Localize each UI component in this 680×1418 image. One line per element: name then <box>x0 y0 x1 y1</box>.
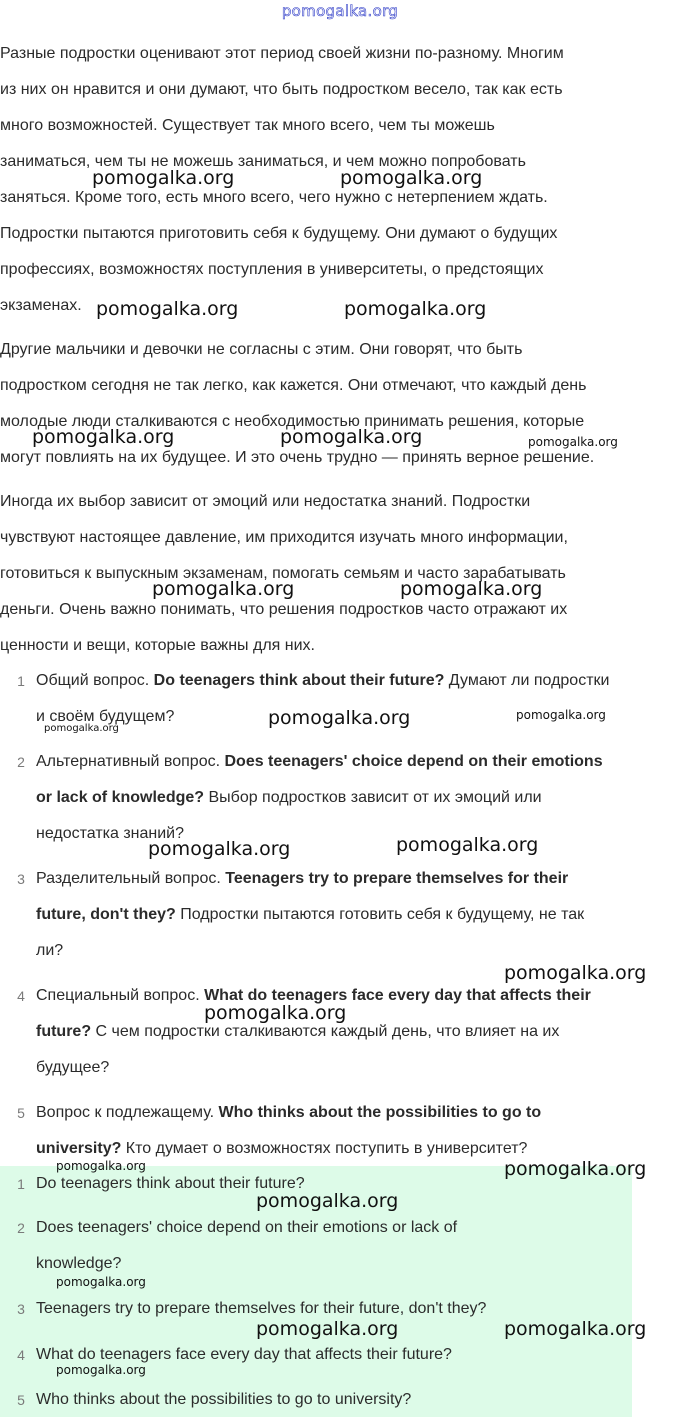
watermark: pomogalka.org <box>96 298 239 320</box>
text-line: Другие мальчики и девочки не согласны с этим. Они говорят, что быть <box>0 341 523 358</box>
watermark: pomogalka.org <box>528 435 618 449</box>
text-line: деньги. Очень важно понимать, что решения подростков часто отражают их <box>0 601 568 618</box>
question-line: or lack of knowledge? Выбор подростков зависит от их эмоций или <box>36 789 542 806</box>
question-line: будущее? <box>36 1059 110 1076</box>
list-number: 1 <box>17 673 25 689</box>
watermark: pomogalka.org <box>56 1275 146 1289</box>
watermark: pomogalka.org <box>152 578 295 600</box>
watermark: pomogalka.org <box>396 834 539 856</box>
watermark: pomogalka.org <box>148 838 291 860</box>
question-line: Общий вопрос. Do teenagers think about their future? Думают ли подростки <box>36 672 610 689</box>
question-line: ли? <box>36 942 64 959</box>
watermark: pomogalka.org <box>56 1363 146 1377</box>
watermark: pomogalka.org <box>56 1159 146 1173</box>
answer-line: What do teenagers face every day that affects their future? <box>36 1346 452 1363</box>
watermark: pomogalka.org <box>504 1158 647 1180</box>
text-line: экзаменах. <box>0 297 82 314</box>
watermark: pomogalka.org <box>256 1318 399 1340</box>
watermark: pomogalka.org <box>268 707 411 729</box>
watermark: pomogalka.org <box>92 167 235 189</box>
list-number: 3 <box>17 1301 25 1317</box>
text-line: ценности и вещи, которые важны для них. <box>0 637 315 654</box>
question-line: Специальный вопрос. What do teenagers face every day that affects their <box>36 987 591 1004</box>
list-number: 5 <box>17 1105 25 1121</box>
text-line: много возможностей. Существует так много всего, чем ты можешь <box>0 117 495 134</box>
answer-line: Does teenagers' choice depend on their emotions or lack of <box>36 1219 458 1236</box>
text-line: могут повлиять на их будущее. И это очень трудно — принять верное решение. <box>0 449 595 466</box>
question-line: future? С чем подростки сталкиваются каждый день, что влияет на их <box>36 1023 560 1040</box>
answer-line: knowledge? <box>36 1255 122 1272</box>
watermark: pomogalka.org <box>344 298 487 320</box>
list-number: 2 <box>17 754 25 770</box>
question-line: Альтернативный вопрос. Does teenagers' choice depend on their emotions <box>36 753 603 770</box>
text-line: профессиях, возможностях поступления в университеты, о предстоящих <box>0 261 544 278</box>
watermark: pomogalka.org <box>516 708 606 722</box>
text-line: заняться. Кроме того, есть много всего, чего нужно с нетерпением ждать. <box>0 189 548 206</box>
paragraph-3 <box>0 484 680 664</box>
watermark: pomogalka.org <box>400 578 543 600</box>
watermark: pomogalka.org <box>504 962 647 984</box>
watermark: pomogalka.org <box>280 426 423 448</box>
list-number: 2 <box>17 1220 25 1236</box>
answer-line: Do teenagers think about their future? <box>36 1175 305 1192</box>
question-line: недостатка знаний? <box>36 825 185 842</box>
text-line: Разные подростки оценивают этот период своей жизни по-разному. Многим <box>0 45 564 62</box>
list-number: 4 <box>17 988 25 1004</box>
site-watermark-header: pomogalka.org <box>281 2 399 20</box>
paragraph-2 <box>0 332 680 476</box>
question-line: Вопрос к подлежащему. Who thinks about the possibilities to go to <box>36 1104 542 1121</box>
list-number: 5 <box>17 1392 25 1408</box>
text-line: Подростки пытаются приготовить себя к будущему. Они думают о будущих <box>0 225 558 242</box>
list-number: 1 <box>17 1176 25 1192</box>
watermark: pomogalka.org <box>256 1190 399 1212</box>
text-line: готовиться к выпускным экзаменам, помогать семьям и часто зарабатывать <box>0 565 566 582</box>
answer-line: Who thinks about the possibilities to go to university? <box>36 1391 412 1408</box>
watermark: pomogalka.org <box>32 426 175 448</box>
text-line: из них он нравится и они думают, что быть подростком весело, так как есть <box>0 81 563 98</box>
watermark: pomogalka.org <box>44 723 119 734</box>
text-line: Иногда их выбор зависит от эмоций или недостатка знаний. Подростки <box>0 493 531 510</box>
watermark: pomogalka.org <box>340 167 483 189</box>
text-line: молодые люди сталкиваются с необходимостью принимать решения, которые <box>0 413 585 430</box>
text-line: чувствуют настоящее давление, им приходится изучать много информации, <box>0 529 568 546</box>
question-line: university? Кто думает о возможностях поступить в университет? <box>36 1140 528 1157</box>
question-line: Разделительный вопрос. Teenagers try to prepare themselves for their <box>36 870 569 887</box>
watermark: pomogalka.org <box>204 1002 347 1024</box>
question-line: и своём будущем? <box>36 708 175 725</box>
list-number: 3 <box>17 871 25 887</box>
list-number: 4 <box>17 1347 25 1363</box>
answer-line: Teenagers try to prepare themselves for their future, don't they? <box>36 1300 487 1317</box>
watermark: pomogalka.org <box>504 1318 647 1340</box>
text-line: заниматься, чем ты не можешь заниматься, и чем можно попробовать <box>0 153 526 170</box>
question-line: future, don't they? Подростки пытаются готовить себя к будущему, не так <box>36 906 585 923</box>
text-line: подростком сегодня не так легко, как кажется. Они отмечают, что каждый день <box>0 377 587 394</box>
